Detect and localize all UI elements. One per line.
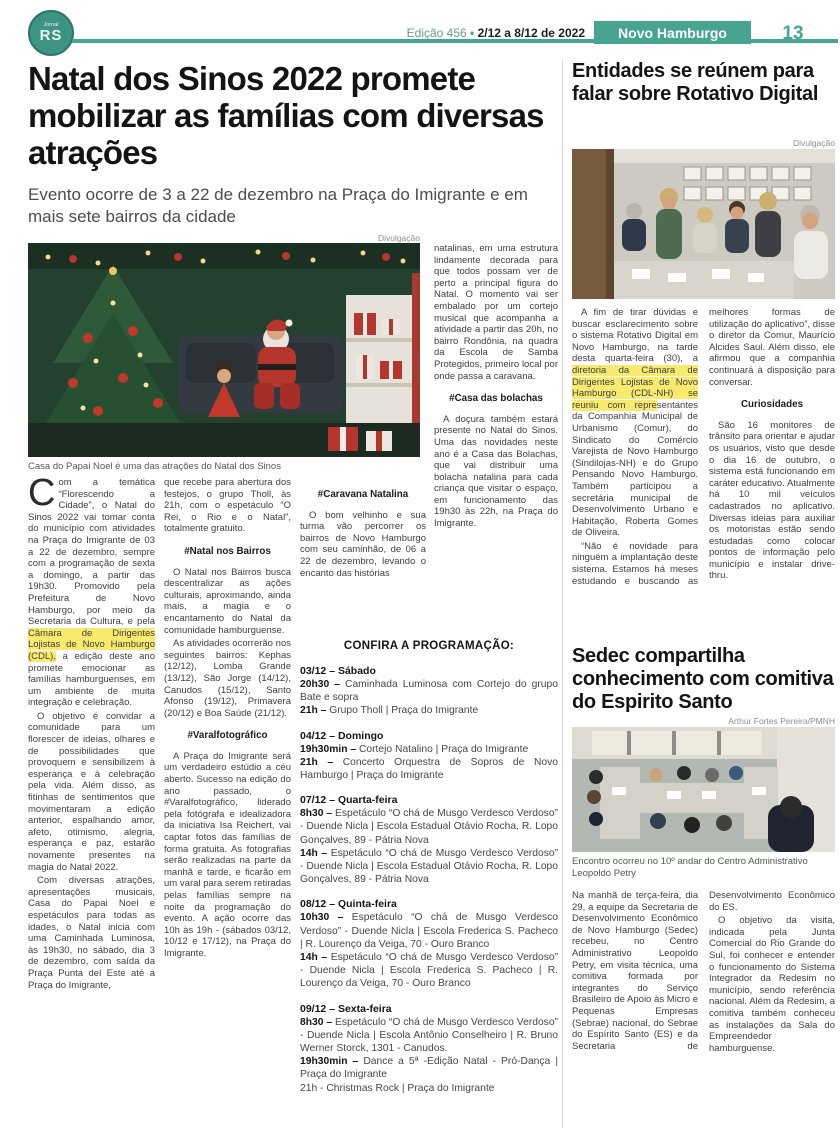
main-column-2 <box>164 477 291 962</box>
schedule-date: 04/12 – Domingo <box>300 729 384 742</box>
main-column-1 <box>28 472 155 993</box>
schedule-day <box>300 1003 558 1095</box>
schedule-item: 19h30min – Cortejo Natalino | Praça do Imigrante <box>300 743 529 755</box>
section-banner: Novo Hamburgo <box>594 21 751 44</box>
meeting-room-illustration <box>572 149 835 299</box>
schedule-item: 14h – Espetáculo “O chá de Musgo Verdesco Verdoso” - Duende Nicla | Escola Frederica S. Pacheco | R. Lourenço da Veiga, 70 - Ouro Branco <box>300 952 558 990</box>
paragraph: natalinas, em uma estrutura lindamente decorada para que todos possam ver de perto a principal figura do Natal. O momento vai ser embalado por um cortejo musical que acompanha a atividade a partir das 20h, no bairro Rondônia, na quadra da Escola de Samba Protegidos, primeiro local por onde passa a caravana. <box>434 243 558 382</box>
christmas-scene-illustration <box>28 243 420 457</box>
schedule-item: 19h30min – Dance a 5ª -Edição Natal - Pró-Dança | Praça do Imigrante <box>300 1056 558 1081</box>
page-number: 13 <box>782 23 804 44</box>
edition-label: Edição 456 <box>406 26 467 40</box>
article3-photo <box>572 727 835 852</box>
article3-headline: Sedec compartilha conhecimento com comitiva do Espirito Santo <box>572 645 834 713</box>
subsection-heading: #Natal nos Bairros <box>184 545 271 557</box>
paragraph: Na manhã de terça-feira, dia 29, a equipe da Secretaria de Desenvolvimento Econômico de Novo Hamburgo (Sedec) recebeu, no Centro Administrativo Leopoldo Petry, em visita técnica, uma comitiva formada por integrantes do Serviço Brasileiro de Apoio às Micro e Pequenas Empresas (Sebrae) nacional, do Sebrae do Espírito Santo (ES) e da Secretaria de Desenvolvimento Econômico do ES. <box>572 890 835 1052</box>
column-divider <box>562 60 563 1128</box>
main-headline: Natal dos Sinos 2022 promete mobilizar as famílias com diversas atrações <box>28 60 544 171</box>
schedule-date: 07/12 – Quarta-feira <box>300 794 398 807</box>
program-schedule <box>300 640 558 1107</box>
schedule-item: 20h30 – Caminhada Luminosa com Cortejo do grupo Bate e sopra <box>300 679 558 704</box>
schedule-day <box>300 665 558 718</box>
paragraph: A fim de tirar dúvidas e buscar esclarecimento sobre o sistema Rotativo Digital em Novo Hamburgo, na tarde desta quarta-feira (30), a diretoria da Câmara de Dirigentes Lojistas de Novo Hamburgo (CDL-NH) se reuniu com representantes da Companhia Municipal de Urbanismo (Comur), do Sindicato do Comércio Varejista de Novo Hamburgo (Sindilojas-NH) e do Grupo Pensando Novo Hamburgo. Também participou a secretária municipal de Desenvolvimento Urbano e Habitação, Roberta Gomes de Oliveira. <box>572 307 698 539</box>
overhead-meeting-illustration <box>572 727 835 852</box>
highlighted-text: diretoria da Câmara de Dirigentes Lojistas de Novo Hamburgo (CDL-NH) se reuniu com repre <box>572 364 698 411</box>
edition-separator: • <box>470 26 475 40</box>
article3-photo-credit: Arthur Fortes Pereira/PMNH <box>728 716 835 726</box>
article3-body <box>572 890 835 1131</box>
schedule-day <box>300 730 558 783</box>
paragraph: A Praça do Imigrante será um verdadeiro estúdio a céu aberto. Sucesso na edição do ano passado, o #Varalfotográfico, liderado pela fotógrafa e idealizadora da iniciativa Isa Reichert, vai captar fotos das famílias de forma gratuita. As fotografias serão realizadas na parte da manhã e tarde, e ficarão em um varal para serem retiradas pelas famílias sempre na noite da programação do evento. A ação ocorre das 10h às 19h - (sábados 03/12, 10/12 e 17/12), na Praça do Imigrante. <box>164 750 291 959</box>
subsection-heading: #Casa das bolachas <box>449 393 543 405</box>
paragraph: O bom velhinho e sua turma vão percorrer os bairros de Novo Hamburgo com seu caminhão, de 06 a 22 de dezembro, levando o encanto das histórias <box>300 509 426 579</box>
schedule-item: 21h – Grupo Tholl | Praça do Imigrante <box>300 705 479 717</box>
subsection-heading: #Caravana Natalina <box>317 489 409 500</box>
schedule-item: 8h30 – Espetáculo “O chá de Musgo Verdesco Verdoso” - Duende Nicla | Escola Antônio Conselheiro | R. Bruno Werner Storck, 1301 - Canudos. <box>300 1016 558 1055</box>
main-column-3 <box>300 489 426 581</box>
paragraph: que recebe para abertura dos festejos, o grupo Tholl, às 21h, com o espetáculo “O Rei, o Rio e o Natal”, totalmente gratuito. <box>164 477 291 535</box>
paragraph: A doçura também estará presente no Natal do Sinos. Uma das novidades neste ano é a Casa das Bolachas, que vai distribuir uma bolacha natalina para cada criança que visitar o espaço, em funcionamento das 19h30 às 22h, na Praça do Imigrante. <box>434 413 558 530</box>
schedule-item: 8h30 – Espetáculo “O chá de Musgo Verdesco Verdoso” - Duende Nicla | Escola Estadual Otávio Rocha, R. Lopo Gonçalves, 89 - Pátria Nova <box>300 808 558 846</box>
schedule-item: 21h - Christmas Rock | Praça do Imigrante <box>300 1082 495 1094</box>
paragraph: Com a temática “Florescendo a Cidade”, o Natal do Sinos 2022 vai tomar conta do município com atividades na Praça do Imigrante de 03 a 22 de dezembro, sempre com a programação de sexta a domingo, a partir das 19h30. Promovido pela Prefeitura de Novo Hamburgo, por meio da Secretaria da Cultura, e pela Câmara de Dirigentes Lojistas de Novo Hamburgo (CDL), a edição deste ano promete emocionar as famílias hamburguenses, em um ambiente de muita integração e celebração. <box>28 472 155 709</box>
main-photo <box>28 243 420 457</box>
main-subtitle: Evento ocorre de 3 a 22 de dezembro na Praça do Imigrante e em mais sete bairros da cidade <box>28 185 528 226</box>
paragraph: “Não é novidade para ninguém a implantação deste sistema. Estamos há meses estudando e buscando as melhores formas de utilização do aplicativo”, disse o diretor da Comur, Maurício Alcides Saul. Além disso, ele afirmou que a companhia continuará à disposição para conversar. <box>572 307 835 587</box>
main-photo-caption: Casa do Papai Noel é uma das atrações do Natal dos Sinos <box>28 461 281 472</box>
main-photo-credit: Divulgação <box>377 233 420 243</box>
article2-photo-credit: Divulgação <box>792 138 835 148</box>
schedule-date: 08/12 – Quinta-feira <box>300 898 397 911</box>
highlighted-text: Câmara de Dirigentes Lojistas de Novo Hamburgo (CDL), <box>28 627 155 662</box>
main-column-4 <box>434 243 558 532</box>
paragraph: O objetivo é convidar a comunidade para um florescer de ideias, olhares e de possibilidades que provoquem e sensibilizem à esperança e à celebração pela vida. Além disso, as fitinhas de sentimentos que movimentaram a edição anterior, espalhando amor, afeto, otimismo, alegria, esperança e paz, estarão novamente presentes na magia do Natal 2022. <box>28 710 155 873</box>
logo-top-text: Jornal <box>43 21 59 28</box>
subsection-heading: #Varalfotográfico <box>187 730 268 742</box>
paragraph: O objetivo da visita, indicada pela Junta Comercial do Rio Grande do Sul, foi conhecer e entender o funcionamento do Sistema Integrador da Redesim no município, sendo referência nacional. Além da Redesim, a comitiva também conheceu as instalações da Sala do Empreendedor hamburguense. <box>709 915 835 1054</box>
schedule-day <box>300 794 558 886</box>
schedule-item: 21h – Concerto Orquestra de Sopros de Novo Hamburgo | Praça do Imigrante <box>300 756 558 782</box>
article2-headline: Entidades se reúnem para falar sobre Rotativo Digital <box>572 60 819 105</box>
paragraph: Com diversas atrações, apresentações musicais, Casa do Papai Noel e espetáculos para todas as idades, o Natal inicia com uma Caminhada Luminosa, às 19h30, no sábado, dia 3 de dezembro, com saída da Praça Punta del Este até a Praça do Imigrante, <box>28 875 155 991</box>
article2-body <box>572 307 835 639</box>
paragraph: As atividades ocorrerão nos seguintes bairros: Kephas (12/12), Lomba Grande (13/12), São Jorge (14/12), Canudos (15/12), Santo Afonso (19/12), Primavera (20/12) e Boa Saúde (21/12). <box>164 638 291 719</box>
newspaper-logo <box>28 10 74 56</box>
logo-main-text: RS <box>39 27 63 45</box>
schedule-date: 03/12 – Sábado <box>300 665 376 677</box>
paragraph: São 16 monitores de trânsito para orientar e ajudar os usuários, visto que desde o dia 16 de outubro, o sistema está funcionando em caráter educativo. Atualmente há 10 mil veículos cadastrados no aplicativo. Diversas ideias para auxiliar os motoristas estão sendo estudadas como colocar pontos de informação pelo município e instalar drive-thru. <box>709 419 835 582</box>
edition-info <box>330 26 585 40</box>
paragraph: O Natal nos Bairros busca descentralizar as ações culturais, aproximando, ainda mais, a magia e o encantamento do Natal da comunidade hamburguense. <box>164 566 291 636</box>
schedule-date: 09/12 – Sexta-feira <box>300 1002 392 1015</box>
subsection-heading: Curiosidades <box>740 399 804 411</box>
schedule-title: CONFIRA A PROGRAMAÇÃO: <box>343 640 515 652</box>
schedule-item: 14h – Espetáculo “O chá de Musgo Verdesco Verdoso” - Duende Nicla | Escola Estadual Otávio Rocha, R. Lopo Gonçalves, 89 - Pátria Nova <box>300 847 558 886</box>
schedule-day <box>300 898 558 990</box>
article3-photo-caption: Encontro ocorreu no 10º andar do Centro Administrativo Leopoldo Petry <box>572 856 808 879</box>
article2-photo <box>572 149 835 299</box>
schedule-item: 10h30 – Espetáculo “O chá de Musgo Verdesco Verdoso” - Duende Nicla | Escola Frederica S. Pacheco | R. Lourenço da Veiga, 70 - Ouro Branco <box>300 912 558 950</box>
drop-cap: C <box>28 472 56 514</box>
edition-dates: 2/12 a 8/12 de 2022 <box>477 26 585 40</box>
